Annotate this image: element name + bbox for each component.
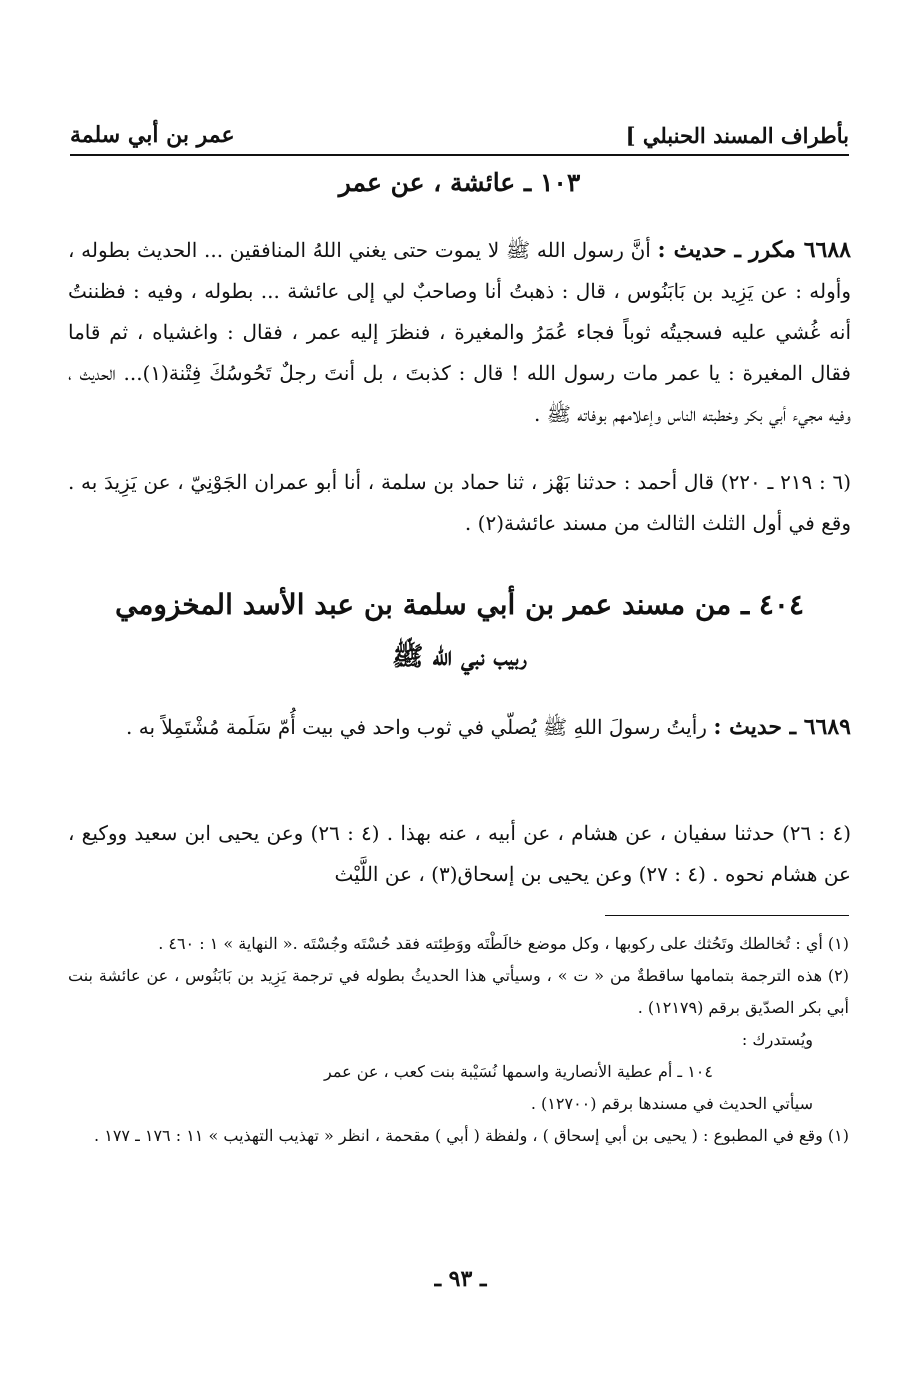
hadith-number: ٦٦٨٩ ـ حديث : [713,714,851,740]
footnote-addendum-entry: ١٠٤ ـ أم عطية الأنصارية واسمها نُسَيْبة بنت كعب ، عن عمر [324,1062,713,1081]
running-header-chapter: عمر بن أبي سلمة [70,122,235,148]
section-subtitle-404: ربيب نبي الله ﷺ [392,642,527,672]
section-title-103: ١٠٣ ـ عائشة ، عن عمر [338,168,581,197]
hadith-6689 [68,707,851,748]
hadith-6688 [68,230,851,435]
footnote-divider [605,915,849,916]
running-header [70,108,849,156]
footnote [68,928,849,960]
footnote-text: (٢) هذه الترجمة بتمامها ساقطةٌ من « ت » ، وسيأتي هذا الحديثُ بطوله في ترجمة يَزِيد بن بَابَنُوس ، عن عائشة بنت أبي بكر الصدّيق برقم (١٢١٧٩) . [68,966,849,1017]
isnad-6689: (٤ : ٢٦) حدثنا سفيان ، عن هشام ، عن أبيه ، عنه بهذا . (٤ : ٢٦) وعن يحيى ابن سعيد ووكيع ، عن هشام نحوه . (٤ : ٢٧) وعن يحيى بن إسحاق(٣) ، عن اللَّيْث [68,821,851,886]
running-header-book: بأطراف المسند الحنبلي ] [625,123,849,148]
footnote-text: (١) وقع في المطبوع : ( يحيى بن أبي إسحاق ) ، ولفظة ( أبي ) مقحمة ، انظر « تهذيب التهذيب » ١١ : ١٧٦ ـ ١٧٧ . [94,1126,849,1145]
hadith-text: أنَّ رسول الله ﷺ لا يموت حتى يغني اللهُ المنافقين ... الحديث بطوله ، وأوله : عن يَزِيد بن بَابَنُوس ، قال : ذهبتُ أنا وصاحبٌ لي إلى عائشة ... بطوله ، وفيه : فظننتُ أنه غُشي عليه فسجيتُه ثوباً فجاء عُمَرُ والمغيرة ، فنظرَ إليه عمر ، فقال : واغشياه ، ثم قاما فقال المغيرة : يا عمر مات رسول الله ! قال : كذبتَ ، بل أنتَ رجلٌ تَحُوسُكَ فِتْنة(١)... الحديث ، وفيه مجيء أبي بكر وخطبته الناس وإعلامهم بوفاته ﷺ . [68,238,851,426]
footnote-addendum-label: ويُستدرك : [741,1030,813,1049]
footnote-addendum-note: سيأتي الحديث في مسندها برقم (١٢٧٠٠) . [530,1094,813,1113]
hadith-text: رأيتُ رسولَ اللهِ ﷺ يُصلّي في ثوب واحد في بيت أُمّ سَلَمة مُشْتَمِلاً به . [126,715,707,739]
isnad-6688: (٦ : ٢١٩ ـ ٢٢٠) قال أحمد : حدثنا بَهْز ، ثنا حماد بن سلمة ، أنا أبو عمران الجَوْنِيّ ، عن يَزِيدَ به . وقع في أول الثلث الثالث من مسند عائشة(٢) . [68,470,851,535]
section-title-404: ٤٠٤ ـ من مسند عمر بن أبي سلمة بن عبد الأسد المخزومي [114,588,805,621]
footnotes [68,928,849,1152]
hadith-number: ٦٦٨٨ مكرر ـ حديث : [657,237,851,263]
page-number: ـ ٩٣ ـ [434,1266,487,1292]
footnote [68,960,849,1024]
footnote-text: (١) أي : تُخالطك وتَحُثك على ركوبها ، وكل موضع خالَطْتَه ووَطِئته فقد حُسْتَه وجُسْتَه .« النهاية » ١ : ٤٦٠ . [158,934,849,953]
footnote [68,1120,849,1152]
